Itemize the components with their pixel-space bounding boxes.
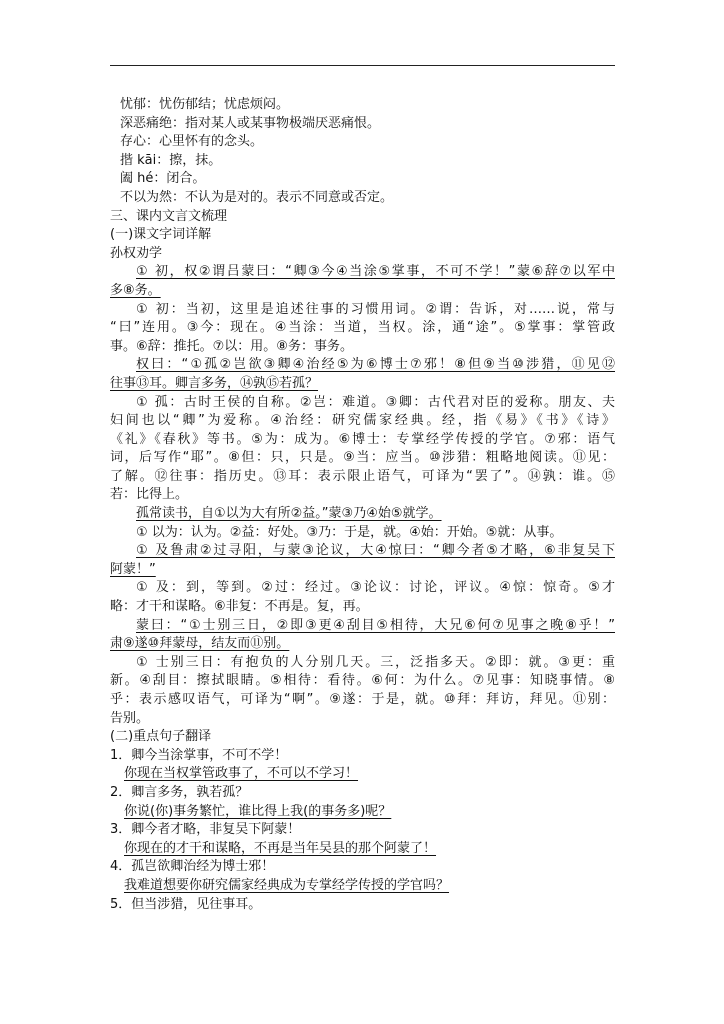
note-line: ① 以为：认为。②益：好处。③乃：于是，就。④始：开始。⑤就：从事。 [136,524,563,540]
note-line: 《礼》《春秋》等书。⑤为：成为。⑥博士：专掌经学传授的学官。⑦邪：语气 [110,431,615,447]
vocab-item: 深恶痛绝：指对某人或某事物极端厌恶痛恨。 [120,115,381,131]
translation-answer: 你现在当权掌管政事了，不可以不学习！ [124,766,359,782]
section-heading: 三、课内文言文梳理 [110,208,228,224]
vocab-item: 揩 kāi：擦，抹。 [120,152,222,168]
note-line: 词，后写作“耶”。⑧但：只，只是。⑨当：应当。⑩涉猎：粗略地阅读。⑪见： [110,450,615,466]
vocab-item: 存心：心里怀有的念头。 [120,134,264,150]
note-line: ① 士别三日：有抱负的人分别几天。三，泛指多天。②即：就。③更：重 [136,654,615,670]
passage-line: 多⑧务。 [110,282,161,298]
translation-question: 5．但当涉猎，见往事耳。 [110,896,262,912]
vocab-item: 阖 hé：闭合。 [120,171,206,187]
translation-question: 4．孤岂欲卿治经为博士邪！ [110,859,275,875]
note-line: ① 及：到，等到。②过：经过。③论议：讨论，评议。④惊：惊奇。⑤才 [136,580,615,596]
note-line: 了解。⑫往事：指历史。⑬耳：表示限止语气，可译为“罢了”。⑭孰：谁。⑮ [110,468,615,484]
note-line: 若：比得上。 [110,487,189,503]
note-line: 乎：表示感叹语气，可译为“啊”。⑨遂：于是，就。⑩拜：拜访，拜见。⑪别： [110,692,615,707]
vocab-item: 不以为然：不认为是对的。表示不同意或否定。 [120,189,394,205]
subsection-heading: (二)重点句子翻译 [110,729,212,745]
document-body [110,96,615,914]
passage-line: ① 及鲁肃②过寻阳，与蒙③论议，大④惊曰：“卿今者⑤才略，⑥非复吴下 [136,543,615,559]
note-line: ① 初：当初，这里是追述往事的习惯用词。②谓：告诉，对……说，常与 [136,301,615,317]
text-title: 孙权劝学 [110,245,163,261]
translation-question: 1．卿今当涂掌事，不可不学！ [110,747,288,763]
passage-line: 权曰：“①孤②岂欲③卿④治经⑤为⑥博士⑦邪！⑧但⑨当⑩涉猎，⑪见⑫ [136,357,615,373]
translation-question: 3．卿今者才略，非复吴下阿蒙！ [110,822,301,838]
header-rule [110,65,615,66]
note-line: 事。⑥辞：推托。⑦以：用。⑧务：事务。 [110,338,353,354]
translation-answer: 你现在的才干和谋略，不再是当年吴县的那个阿蒙了！ [124,840,437,856]
translation-answer: 你说(你)事务繁忙，谁比得上我(的事务多)呢？ [124,803,392,819]
passage-line: 阿蒙！” [110,561,156,577]
translation-question: 2．卿言多务，孰若孤？ [110,784,249,800]
note-line: ① 孤：古时王侯的自称。②岂：难道。③卿：古代君对臣的爱称。朋友、夫 [136,394,615,410]
vocab-item: 忧郁：忧伤郁结；忧虑烦闷。 [120,97,290,112]
note-line: 妇间也以“卿”为爱称。④治经：研究儒家经典。经，指《易》《书》《诗》 [110,413,615,429]
note-line: 告别。 [110,710,150,726]
translation-answer: 我难道想要你研究儒家经典成为专掌经学传授的学官吗？ [124,877,450,893]
passage-line: 孤常读书，自①以为大有所②益。”蒙③乃④始⑤就学。 [136,506,442,522]
note-line: 略：才干和谋略。⑥非复：不再是。复，再。 [110,599,369,615]
note-line: 新。④刮目：擦拭眼睛。⑤相待：看待。⑥何：为什么。⑦见事：知晓事情。⑧ [110,673,615,689]
passage-line: 往事⑬耳。卿言多务，⑭孰⑮若孤？ [110,375,319,391]
passage-line: 蒙曰：“①士别三日，②即③更④刮目⑤相待，大兄⑥何⑦见事之晚⑧乎！” [136,617,615,633]
subsection-heading: (一)课文字词详解 [110,227,212,243]
passage-line: 肃⑨遂⑩拜蒙母，结友而⑪别。 [110,636,290,652]
passage-line: ① 初，权②谓吕蒙曰：“卿③今④当涂⑤掌事，不可不学！”蒙⑥辞⑦以军中 [136,264,615,280]
note-line: “曰”连用。③今：现在。④当涂：当道，当权。涂，通“途”。⑤掌事：掌管政 [110,320,615,336]
